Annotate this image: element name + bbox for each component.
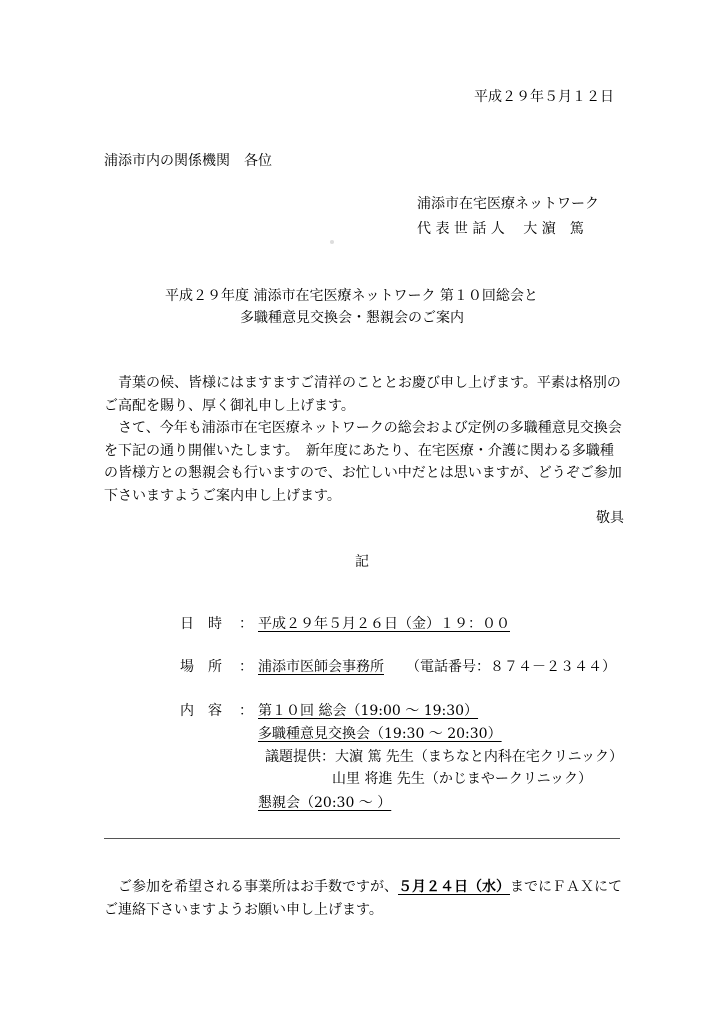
fax-notice-after: までにＦＡＸにてご連絡下さいますようお願い申し上げます。 (104, 879, 622, 918)
content-topic-provider-1: 議題提供：大濵 篤 先生（まちなと内科在宅クリニック） (265, 749, 624, 765)
recipient: 浦添市内の関係機関 各位 (104, 153, 272, 169)
scan-speck (330, 240, 334, 244)
datetime-value: 平成２９年５月２６日（金）１９：００ (258, 616, 510, 632)
content-topic-provider-2: 山里 将進 先生（かじまやークリニック） (332, 771, 593, 787)
letter-body (104, 372, 624, 530)
content-label: 内 容 (180, 703, 222, 719)
datetime-colon: ： (239, 616, 253, 632)
datetime-label: 日 時 (180, 616, 222, 632)
content-exchange-meeting: 多職種意見交換会（19:30 ～ 20:30） (258, 726, 502, 742)
place-label: 場 所 (180, 659, 222, 675)
place-value-row (258, 656, 616, 676)
fax-notice-text (104, 876, 624, 921)
letter-date: 平成２９年５月１２日 (474, 89, 614, 105)
ki-heading: 記 (355, 554, 369, 570)
fax-notice (104, 876, 624, 921)
content-general-meeting: 第１０回 総会（19:00 ～ 19:30） (258, 703, 479, 719)
content-colon: ： (239, 703, 253, 719)
body-paragraph-announcement: さて、今年も浦添市在宅医療ネットワークの総会および定例の多職種意見交換会を下記の通り開催いたします。 新年度にあたり、在宅医療・介護に関わる多職種の皆様方との懇親会も行いますので、お忙しい中だとは思いますが、どうぞご参加下さいますようご案内申し上げます。 (104, 420, 622, 504)
document-title-line2: 多職種意見交換会・懇親会のご案内 (240, 310, 464, 326)
fax-notice-before: ご参加を希望される事業所はお手数ですが、 (118, 879, 398, 895)
sender-organization: 浦添市在宅医療ネットワーク (417, 196, 599, 212)
divider (104, 838, 620, 839)
place-phone: （電話番号：８７４－２３４４） (406, 659, 616, 675)
place-value: 浦添市医師会事務所 (258, 659, 384, 675)
place-colon: ： (239, 659, 253, 675)
content-social-gathering: 懇親会（20:30 ～ ） (258, 795, 392, 811)
closing-phrase: 敬具 (596, 510, 624, 526)
document-title-line1: 平成２９年度 浦添市在宅医療ネットワーク 第１０回総会と (165, 288, 538, 304)
fax-deadline: ５月２４日（水） (398, 879, 510, 895)
sender-representative: 代 表 世 話 人 大 濵 篤 (417, 221, 584, 237)
body-paragraph-greeting: 青葉の候、皆様にはますますご清祥のこととお慶び申し上げます。平素は格別のご高配を賜り、厚く御礼申し上げます。 (104, 375, 621, 414)
